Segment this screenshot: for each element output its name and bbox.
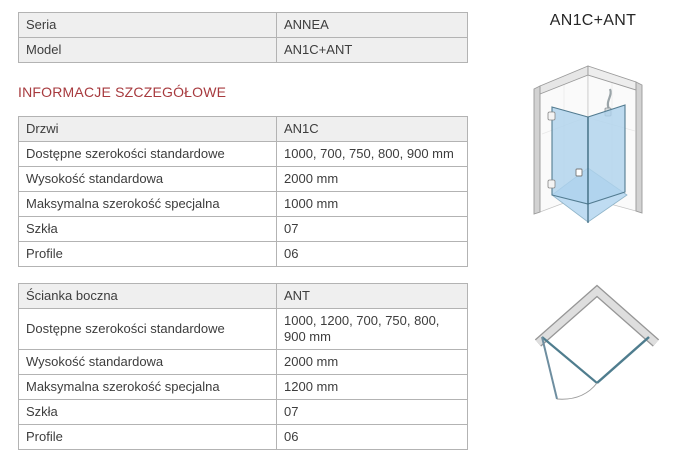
hinge-icon [548, 112, 555, 120]
section-heading: INFORMACJE SZCZEGÓŁOWE [18, 84, 227, 100]
table-row [19, 13, 468, 38]
table-row [19, 309, 468, 350]
plan-glass-panel [597, 337, 649, 383]
glass-side-panel [588, 105, 625, 204]
meta-label-model: Model [19, 38, 277, 63]
isometric-shower-icon [508, 56, 678, 251]
door-spec-table [18, 116, 468, 267]
row-value: 07 [277, 217, 468, 242]
table-row [19, 350, 468, 375]
row-label: Szkła [19, 217, 277, 242]
table-row [19, 192, 468, 217]
model-title: AN1C+ANT [549, 12, 637, 29]
row-value: 06 [277, 242, 468, 267]
row-value: 1000, 1200, 700, 750, 800, 900 mm [277, 309, 468, 350]
glass-door [552, 107, 588, 204]
door-header-label: Drzwi [19, 117, 277, 142]
row-value: 1000, 700, 750, 800, 900 mm [277, 142, 468, 167]
row-value: 1200 mm [277, 375, 468, 400]
row-value: 06 [277, 425, 468, 450]
row-label: Wysokość standardowa [19, 350, 277, 375]
table-row [19, 375, 468, 400]
plan-wall-outline [538, 291, 656, 343]
side-header-value: ANT [277, 284, 468, 309]
table-row [19, 142, 468, 167]
row-label: Profile [19, 425, 277, 450]
row-value: 2000 mm [277, 350, 468, 375]
row-value: 1000 mm [277, 192, 468, 217]
meta-value-seria: ANNEA [277, 13, 468, 38]
row-label: Maksymalna szerokość specjalna [19, 192, 277, 217]
table-row [19, 425, 468, 450]
row-label: Profile [19, 242, 277, 267]
meta-table [18, 12, 468, 63]
row-label: Wysokość standardowa [19, 167, 277, 192]
meta-label-seria: Seria [19, 13, 277, 38]
door-handle-icon [576, 169, 582, 176]
left-wall-column [534, 86, 540, 214]
table-row [19, 167, 468, 192]
row-label: Dostępne szerokości standardowe [19, 309, 277, 350]
plan-view-icon [525, 283, 670, 443]
plan-view-diagram [525, 283, 670, 443]
door-swing-arc [557, 383, 597, 399]
meta-value-model: AN1C+ANT [277, 38, 468, 63]
table-row [19, 400, 468, 425]
right-wall-column [636, 82, 642, 213]
row-value: 07 [277, 400, 468, 425]
table-row [19, 38, 468, 63]
plan-door-closed [542, 337, 597, 383]
table-row [19, 217, 468, 242]
isometric-shower-diagram [508, 56, 678, 251]
table-row [19, 242, 468, 267]
side-wall-spec-table [18, 283, 468, 450]
row-label: Szkła [19, 400, 277, 425]
hinge-icon [548, 180, 555, 188]
row-value: 2000 mm [277, 167, 468, 192]
plan-wall-fill [538, 291, 656, 343]
side-header-label: Ścianka boczna [19, 284, 277, 309]
door-header-value: AN1C [277, 117, 468, 142]
row-label: Maksymalna szerokość specjalna [19, 375, 277, 400]
table-header-row [19, 117, 468, 142]
row-label: Dostępne szerokości standardowe [19, 142, 277, 167]
table-header-row [19, 284, 468, 309]
